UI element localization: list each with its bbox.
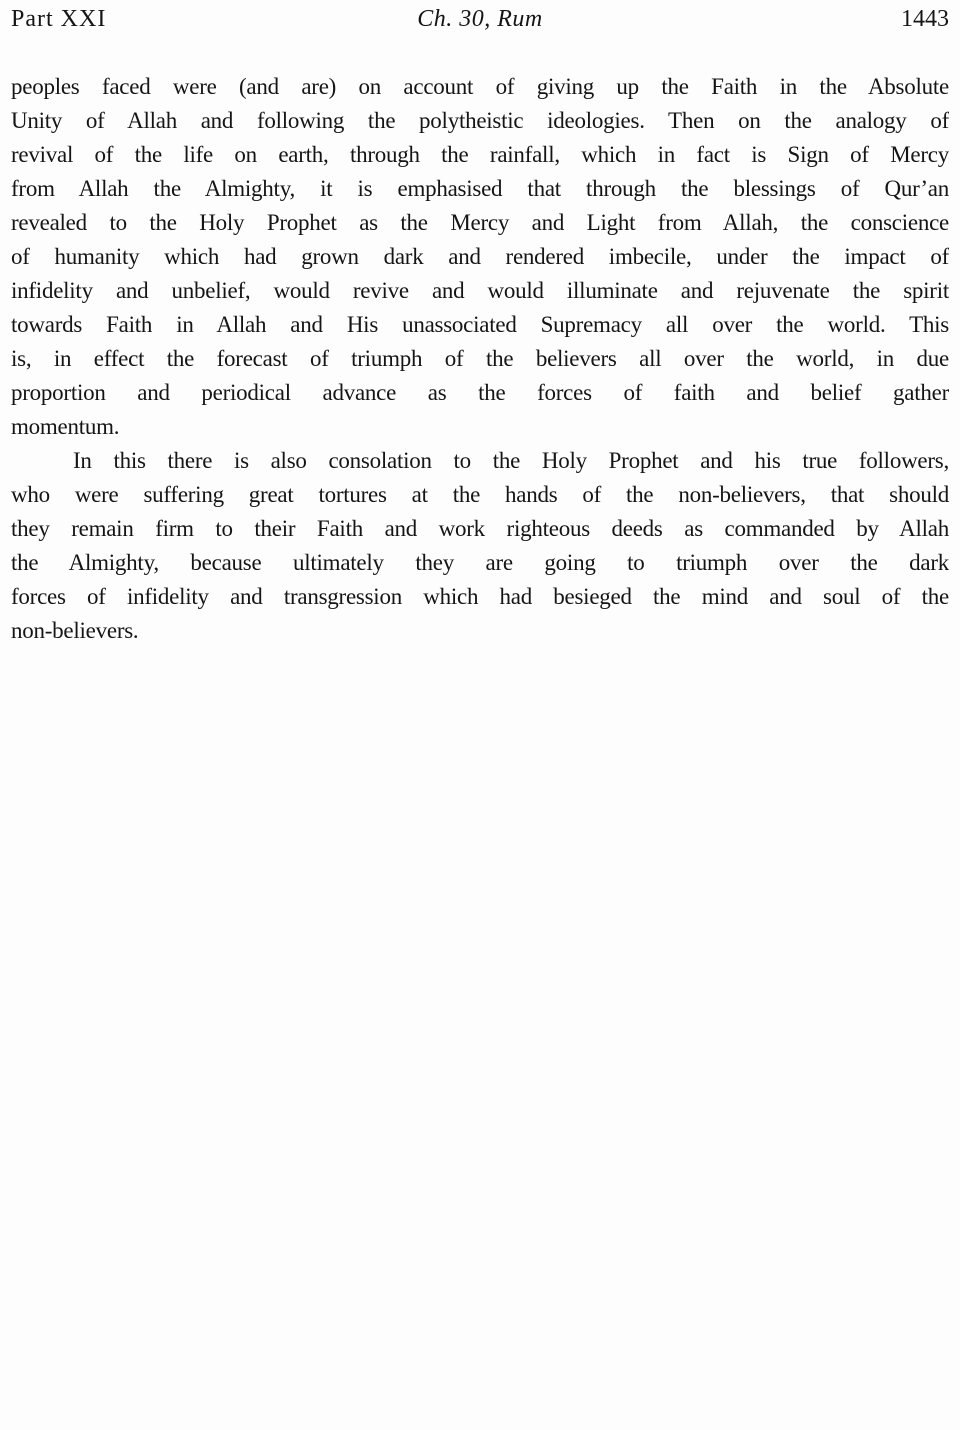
text-line: revival of the life on earth, through the rainfall, which in fact is Sign of Mercy (11, 142, 949, 167)
page-content (0, 0, 960, 648)
text-line: forces of infidelity and transgression which had besieged the mind and soul of the (11, 584, 949, 609)
text-line: infidelity and unbelief, would revive and would illuminate and rejuvenate the spirit (11, 278, 949, 303)
text-line: momentum. (11, 414, 120, 439)
header-part-label: Part XXI (11, 6, 107, 32)
page-body (11, 70, 949, 648)
text-line: they remain firm to their Faith and work righteous deeds as commanded by Allah (11, 516, 949, 541)
header-page-number: 1443 (901, 6, 949, 32)
text-line: proportion and periodical advance as the forces of faith and belief gather (11, 380, 949, 405)
text-line: from Allah the Almighty, it is emphasised that through the blessings of Qur’an (11, 176, 949, 201)
text-line: the Almighty, because ultimately they are going to triumph over the dark (11, 550, 949, 575)
text-line: non-believers. (11, 618, 139, 643)
text-line: In this there is also consolation to the Holy Prophet and his true followers, (73, 448, 949, 473)
text-line: of humanity which had grown dark and rendered imbecile, under the impact of (11, 244, 949, 269)
text-line: who were suffering great tortures at the hands of the non-believers, that should (11, 482, 949, 507)
text-line: is, in effect the forecast of triumph of the believers all over the world, in due (11, 346, 949, 371)
text-line: towards Faith in Allah and His unassociated Supremacy all over the world. This (11, 312, 949, 337)
text-line: revealed to the Holy Prophet as the Mercy and Light from Allah, the conscience (11, 210, 949, 235)
text-line: peoples faced were (and are) on account of giving up the Faith in the Absolute (11, 74, 949, 99)
running-header (11, 4, 949, 34)
text-line: Unity of Allah and following the polytheistic ideologies. Then on the analogy of (11, 108, 949, 133)
header-chapter-title: Ch. 30, Rum (417, 6, 543, 32)
